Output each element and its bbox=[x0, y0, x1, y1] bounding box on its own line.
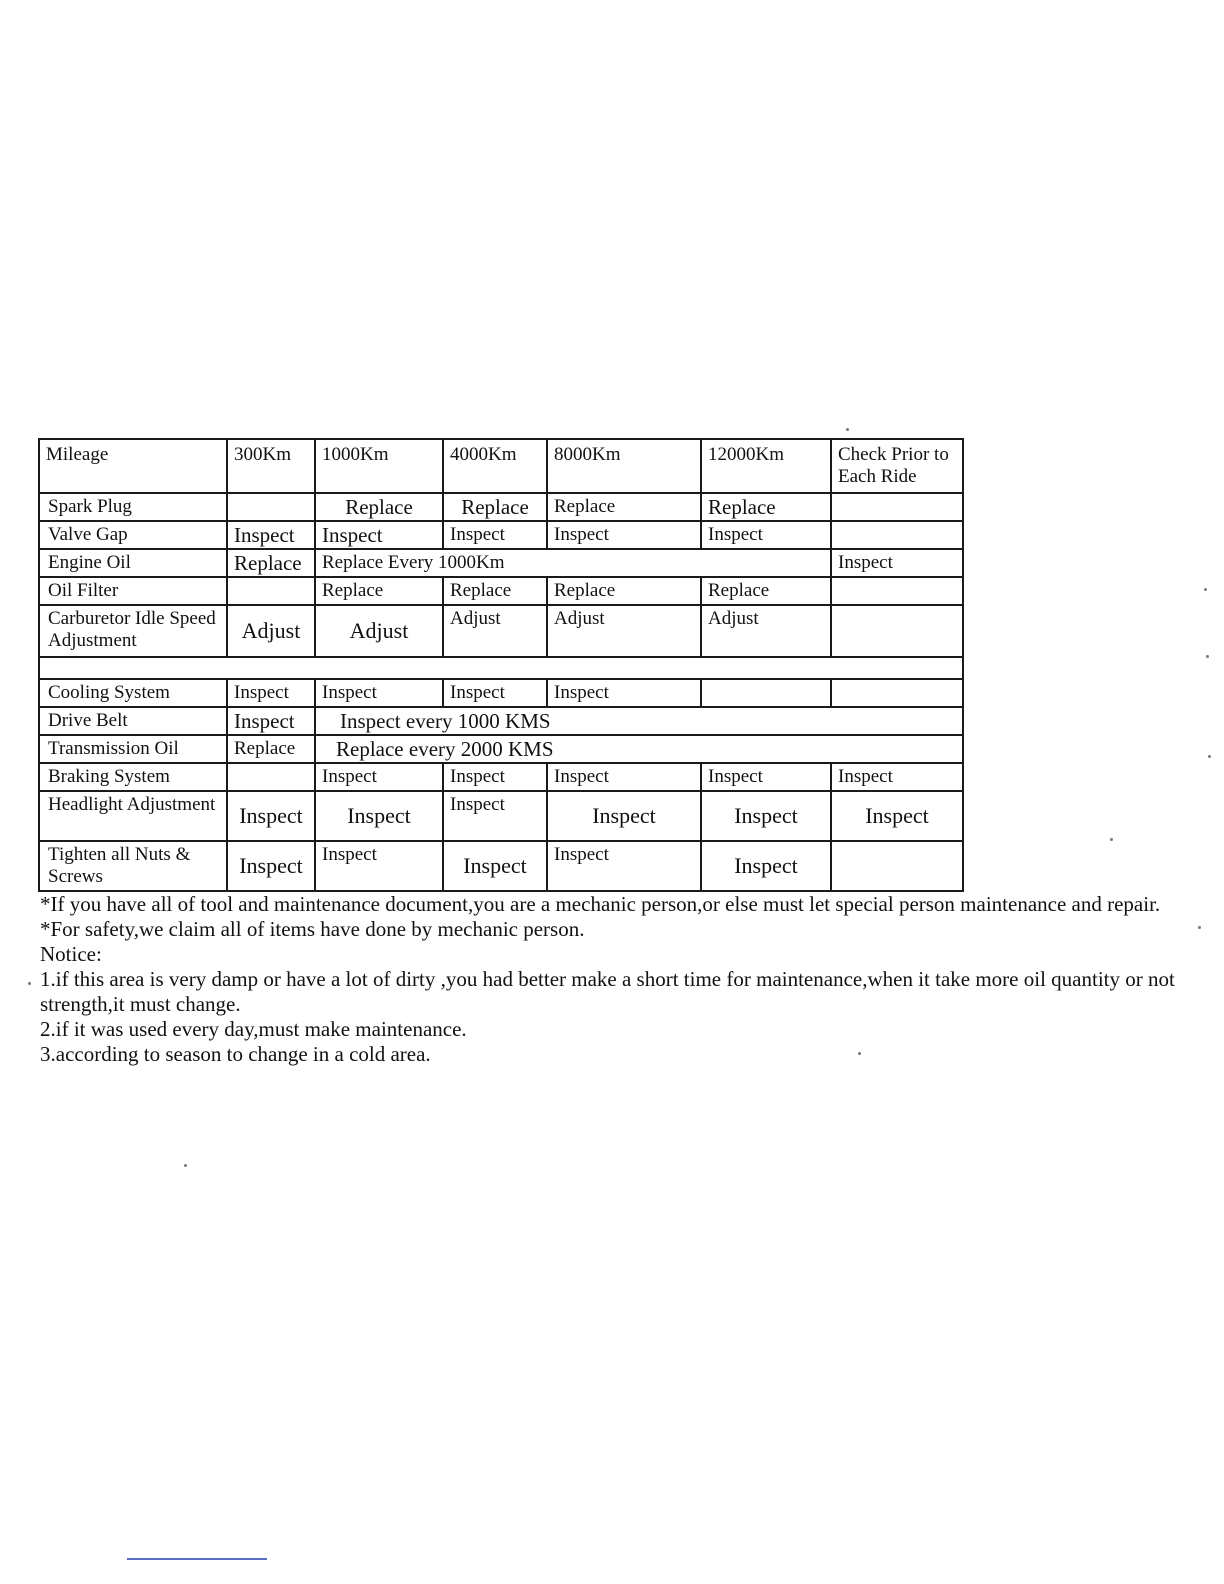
cell: Inspect bbox=[547, 791, 701, 841]
cell bbox=[831, 605, 963, 657]
scan-speck bbox=[184, 1164, 187, 1167]
table-row bbox=[39, 577, 963, 605]
cell: Adjust bbox=[315, 605, 443, 657]
cell: Inspect bbox=[701, 791, 831, 841]
cell bbox=[227, 577, 315, 605]
cell bbox=[701, 679, 831, 707]
cell: Inspect bbox=[315, 763, 443, 791]
cell: Replace bbox=[227, 549, 315, 577]
cell: Replace bbox=[701, 577, 831, 605]
table-row bbox=[39, 763, 963, 791]
cell bbox=[831, 493, 963, 521]
cell: Inspect bbox=[831, 549, 963, 577]
scan-speck bbox=[1198, 926, 1201, 929]
cell bbox=[227, 763, 315, 791]
header-8000km: 8000Km bbox=[547, 439, 701, 493]
cell bbox=[831, 841, 963, 891]
cell: Replace bbox=[227, 735, 315, 763]
maintenance-schedule-table bbox=[38, 438, 964, 892]
table-row bbox=[39, 841, 963, 891]
item-cooling-system: Cooling System bbox=[39, 679, 227, 707]
header-check-prior: Check Prior to Each Ride bbox=[831, 439, 963, 493]
cell: Adjust bbox=[443, 605, 547, 657]
scan-speck bbox=[1204, 588, 1207, 591]
cell: Adjust bbox=[227, 605, 315, 657]
notice-item: 1.if this area is very damp or have a lot of dirty ,you had better make a short time for maintenance,when it take more oil quantity or not strength,it must change. bbox=[40, 967, 1175, 1016]
cell: Inspect bbox=[315, 679, 443, 707]
notice-item: 2.if it was used every day,must make maintenance. bbox=[40, 1017, 467, 1041]
scan-speck bbox=[1206, 655, 1209, 658]
cell-span: Replace every 2000 KMS bbox=[315, 735, 963, 763]
item-spark-plug: Spark Plug bbox=[39, 493, 227, 521]
scan-speck bbox=[1110, 838, 1113, 841]
notes-section bbox=[40, 892, 1190, 1067]
cell: Inspect bbox=[443, 841, 547, 891]
cell bbox=[831, 521, 963, 549]
cell: Inspect bbox=[227, 791, 315, 841]
table-row bbox=[39, 735, 963, 763]
cell-span: Inspect every 1000 KMS bbox=[315, 707, 963, 735]
cell: Inspect bbox=[547, 521, 701, 549]
table-row bbox=[39, 679, 963, 707]
cell: Inspect bbox=[227, 679, 315, 707]
notice-heading: Notice: bbox=[40, 942, 102, 966]
table-row bbox=[39, 605, 963, 657]
table-row bbox=[39, 493, 963, 521]
cell: Inspect bbox=[443, 791, 547, 841]
cell: Inspect bbox=[701, 841, 831, 891]
notice-item: 3.according to season to change in a cold area. bbox=[40, 1042, 431, 1066]
scan-speck bbox=[858, 1052, 861, 1055]
item-oil-filter: Oil Filter bbox=[39, 577, 227, 605]
header-300km: 300Km bbox=[227, 439, 315, 493]
cell: Inspect bbox=[547, 763, 701, 791]
item-braking-system: Braking System bbox=[39, 763, 227, 791]
cell: Inspect bbox=[315, 521, 443, 549]
cell: Inspect bbox=[701, 521, 831, 549]
header-12000km: 12000Km bbox=[701, 439, 831, 493]
cell: Inspect bbox=[443, 521, 547, 549]
spacer-cell bbox=[39, 657, 963, 679]
cell bbox=[227, 493, 315, 521]
cell: Replace bbox=[315, 493, 443, 521]
table-row bbox=[39, 521, 963, 549]
spacer-row bbox=[39, 657, 963, 679]
note-line: *If you have all of tool and maintenance document,you are a mechanic person,or else must let special person maintenance and repair. bbox=[40, 892, 1161, 916]
cell bbox=[831, 577, 963, 605]
cell-span: Replace Every 1000Km bbox=[315, 549, 831, 577]
cell: Adjust bbox=[547, 605, 701, 657]
cell: Inspect bbox=[443, 679, 547, 707]
scan-speck bbox=[846, 428, 849, 431]
bottom-rule bbox=[127, 1558, 267, 1560]
cell: Inspect bbox=[315, 791, 443, 841]
item-transmission-oil: Transmission Oil bbox=[39, 735, 227, 763]
cell: Replace bbox=[443, 577, 547, 605]
cell: Inspect bbox=[227, 707, 315, 735]
cell: Adjust bbox=[701, 605, 831, 657]
table-header-row bbox=[39, 439, 963, 493]
header-mileage: Mileage bbox=[39, 439, 227, 493]
table-row bbox=[39, 791, 963, 841]
item-valve-gap: Valve Gap bbox=[39, 521, 227, 549]
cell: Replace bbox=[547, 493, 701, 521]
item-tighten-nuts-screws: Tighten all Nuts & Screws bbox=[39, 841, 227, 891]
note-line: *For safety,we claim all of items have done by mechanic person. bbox=[40, 917, 585, 941]
cell bbox=[831, 679, 963, 707]
cell: Inspect bbox=[547, 841, 701, 891]
cell: Inspect bbox=[227, 521, 315, 549]
cell: Replace bbox=[315, 577, 443, 605]
header-4000km: 4000Km bbox=[443, 439, 547, 493]
item-engine-oil: Engine Oil bbox=[39, 549, 227, 577]
cell: Inspect bbox=[315, 841, 443, 891]
item-drive-belt: Drive Belt bbox=[39, 707, 227, 735]
cell: Inspect bbox=[831, 791, 963, 841]
item-headlight-adjustment: Headlight Adjustment bbox=[39, 791, 227, 841]
cell: Inspect bbox=[831, 763, 963, 791]
table-row bbox=[39, 707, 963, 735]
table-row bbox=[39, 549, 963, 577]
cell: Inspect bbox=[547, 679, 701, 707]
scan-speck bbox=[28, 982, 31, 985]
cell: Replace bbox=[443, 493, 547, 521]
cell: Replace bbox=[701, 493, 831, 521]
item-carburetor: Carburetor Idle Speed Adjustment bbox=[39, 605, 227, 657]
header-1000km: 1000Km bbox=[315, 439, 443, 493]
cell: Inspect bbox=[701, 763, 831, 791]
cell: Inspect bbox=[443, 763, 547, 791]
cell: Inspect bbox=[227, 841, 315, 891]
cell: Replace bbox=[547, 577, 701, 605]
scan-speck bbox=[1208, 755, 1211, 758]
